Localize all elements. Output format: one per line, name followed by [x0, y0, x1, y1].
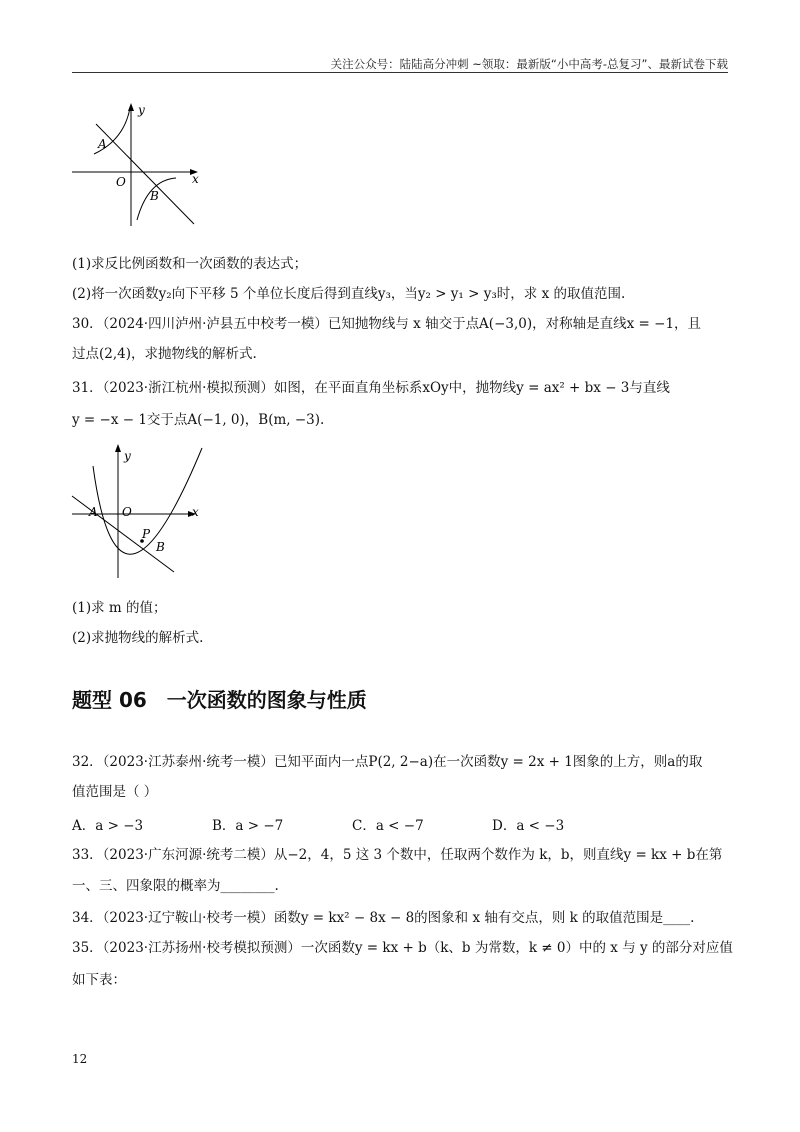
label-y: y — [124, 449, 131, 463]
q33-line2: 一、三、四象限的概率为________. — [72, 878, 279, 894]
q31-part1: (1)求 m 的值； — [72, 600, 167, 616]
q30-line2: 过点(2,4)，求抛物线的解析式. — [72, 346, 257, 362]
q33-line1: 33．（2023·广东河源·统考二模）从−2，4，5 这 3 个数中，任取两个数作为 k，b，则直线y = kx + b在第 — [72, 847, 723, 863]
label-p: P — [142, 527, 151, 541]
y-axis-arrow — [115, 444, 121, 452]
q29-part2: (2)将一次函数y₂向下平移 5 个单位长度后得到直线y₃，当y₂ > y₁ > y₃时，求 x 的取值范围. — [72, 286, 626, 302]
label-b: B — [156, 540, 165, 554]
label-x: x — [192, 172, 199, 186]
section-heading: 题型 06 一次函数的图象与性质 — [72, 688, 367, 712]
header-rule — [72, 72, 728, 73]
option-b: B．a > −7 — [212, 818, 284, 834]
figure-hyperbola-line — [66, 98, 206, 228]
y-axis-arrow — [128, 103, 134, 111]
label-x: x — [192, 505, 199, 519]
q31-part2: (2)求抛物线的解析式. — [72, 630, 204, 646]
q31-line1: 31．（2023·浙江杭州·模拟预测）如图，在平面直角坐标系xOy中，抛物线y = ax² + bx − 3与直线 — [72, 380, 670, 396]
label-b: B — [150, 189, 159, 203]
q35-line1: 35．（2023·江苏扬州·校考模拟预测）一次函数y = kx + b（k、b 为常数，k ≠ 0）中的 x 与 y 的部分对应值 — [72, 940, 733, 956]
page-number: 12 — [72, 1052, 88, 1066]
label-a: A — [89, 505, 98, 519]
label-a: A — [98, 137, 107, 151]
option-d: D．a < −3 — [492, 818, 565, 834]
option-c: C．a < −7 — [352, 818, 424, 834]
page-header: 关注公众号：陆陆高分冲刺 ~领取：最新版“小中高考-总复习”、最新试卷下载 — [330, 57, 728, 71]
label-y: y — [138, 103, 145, 117]
q35-line2: 如下表： — [72, 972, 126, 988]
q31-line2: y = −x − 1交于点A(−1, 0)，B(m, −3). — [72, 412, 325, 428]
figure-parabola-line — [66, 438, 206, 584]
q29-part1: (1)求反比例函数和一次函数的表达式； — [72, 256, 308, 272]
q32-line2: 值范围是（ ） — [72, 784, 158, 800]
q30-line1: 30．（2024·四川泸州·泸县五中校考一模）已知抛物线与 x 轴交于点A(−3,0)，对称轴是直线x = −1，且 — [72, 316, 702, 332]
label-origin: O — [116, 175, 126, 189]
label-origin: O — [122, 505, 132, 519]
q32-line1: 32．（2023·江苏泰州·统考一模）已知平面内一点P(2, 2−a)在一次函数y = 2x + 1图象的上方，则a的取 — [72, 754, 703, 770]
q34-line: 34．（2023·辽宁鞍山·校考一模）函数y = kx² − 8x − 8的图象和 x 轴有交点，则 k 的取值范围是____. — [72, 910, 695, 926]
option-a: A．a > −3 — [72, 818, 144, 834]
linear-function-line — [96, 124, 194, 224]
